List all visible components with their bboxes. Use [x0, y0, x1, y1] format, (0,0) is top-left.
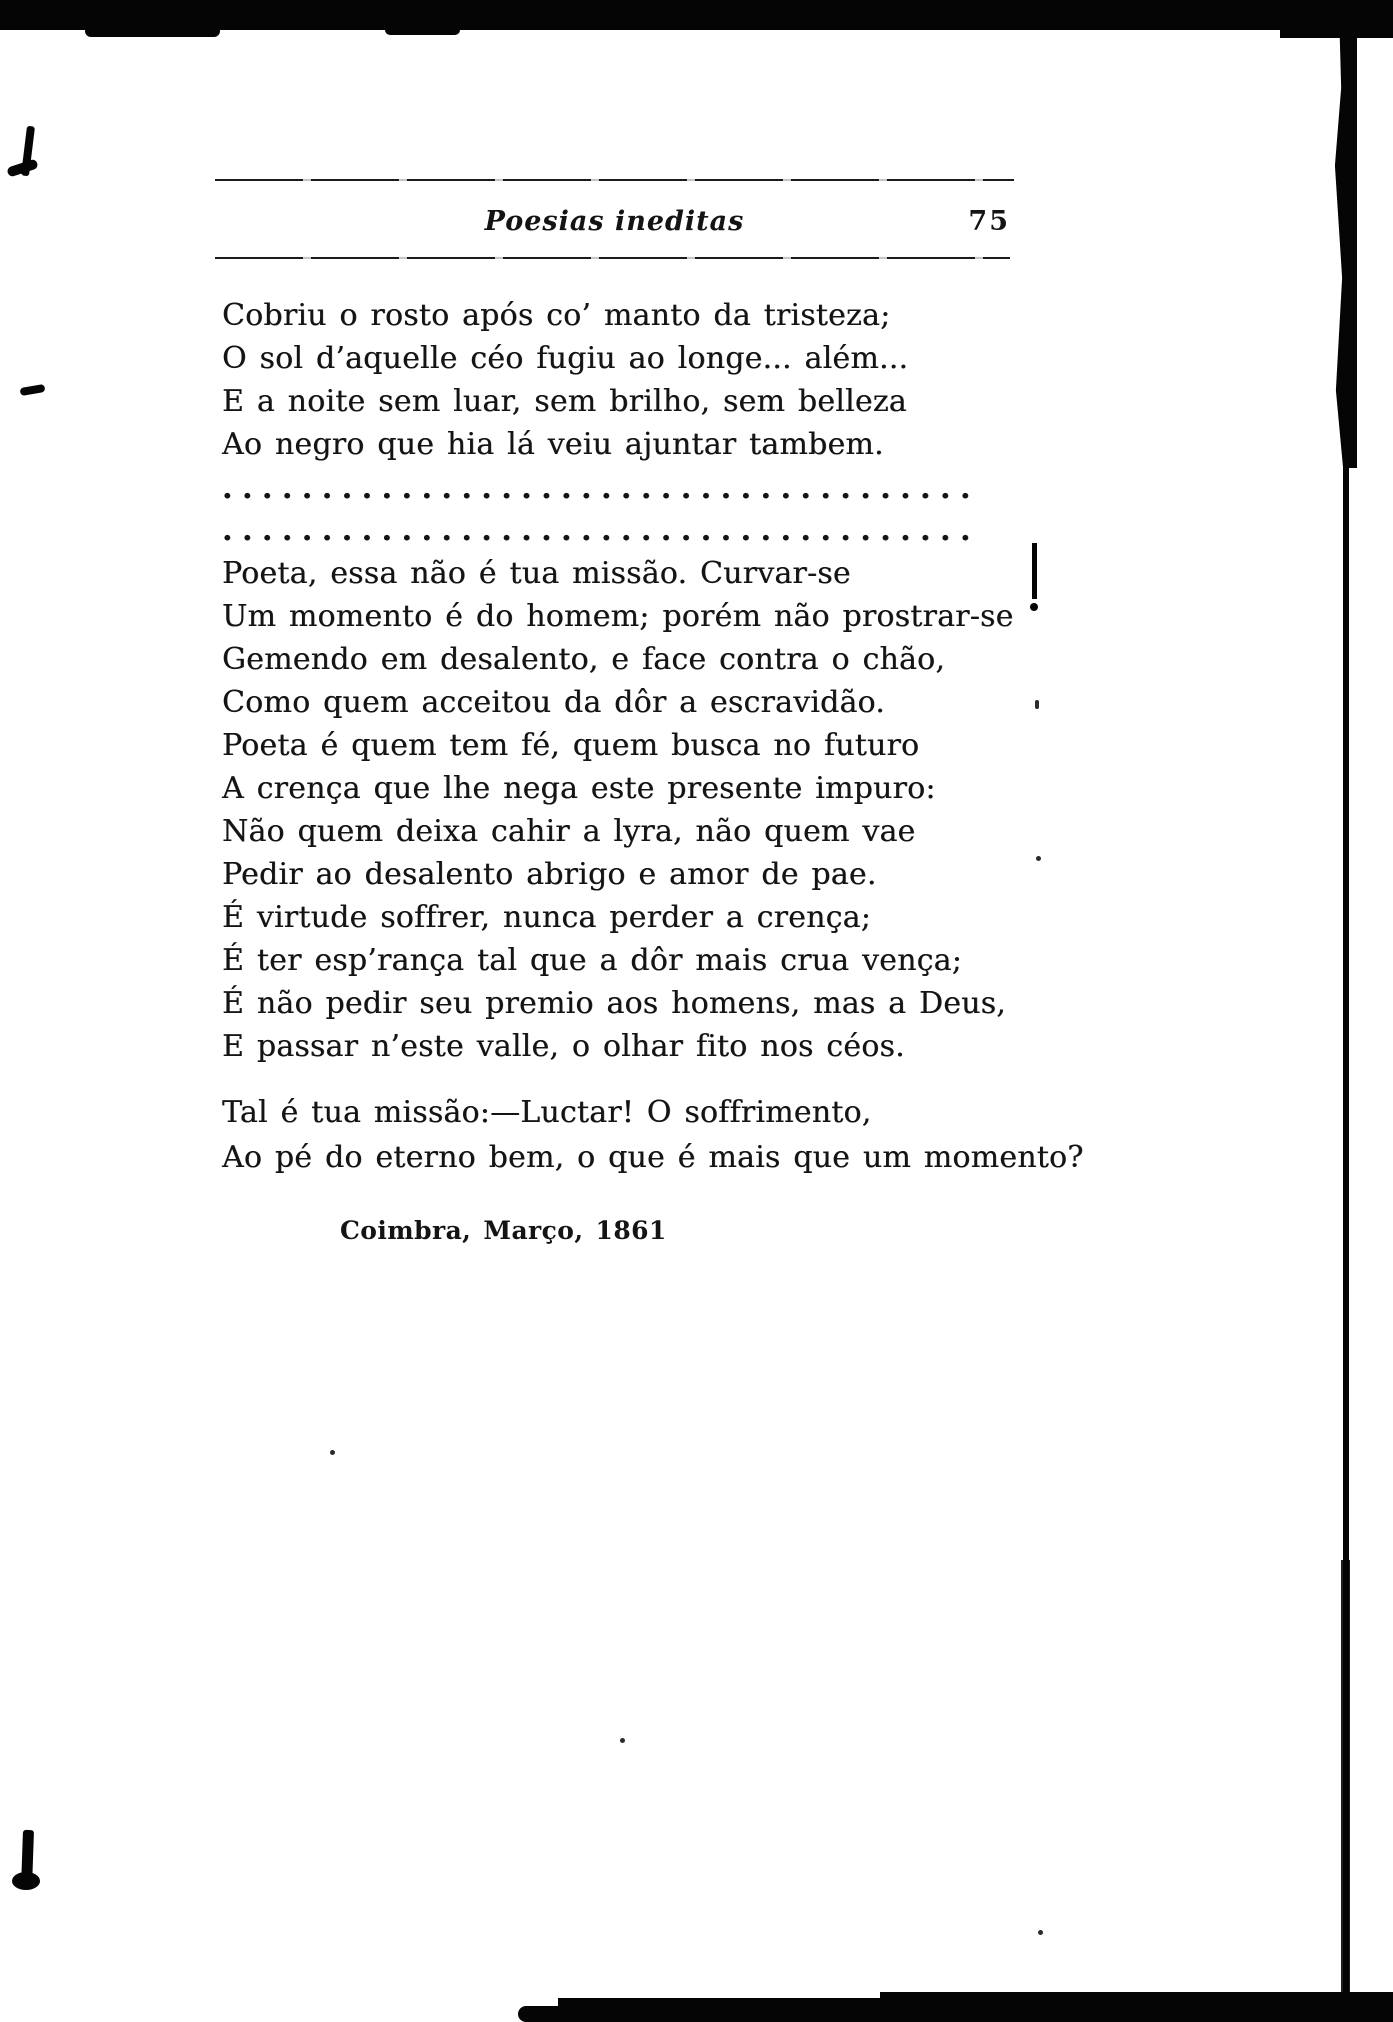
- poem-line: Ao pé do eterno bem, o que é mais que um momento?: [222, 1140, 1084, 1175]
- scan-bottom-edge-bar: [518, 2006, 580, 2022]
- scan-top-edge-bar: [0, 0, 1393, 30]
- scan-bottom-edge-bar: [880, 1992, 1393, 2000]
- stanza: [222, 1090, 1102, 1180]
- scan-top-edge-bump: [1280, 27, 1393, 38]
- poem-line: Tal é tua missão:—Luctar! O soffrimento,: [222, 1095, 872, 1130]
- stanza: [222, 552, 1102, 1068]
- ink-speck: [330, 1450, 335, 1455]
- poem-line: É virtude soffrer, nunca perder a crença;: [222, 900, 872, 935]
- poem-line: A crença que lhe nega este presente impuro:: [222, 771, 936, 806]
- poem-line: Não quem deixa cahir a lyra, não quem vae: [222, 814, 916, 849]
- header-rule-top: [215, 179, 1014, 181]
- ink-speck: [620, 1738, 625, 1743]
- running-title: Poesias ineditas: [484, 206, 745, 237]
- stanza: [222, 294, 1102, 466]
- poem-body: [222, 294, 1102, 1180]
- scan-bottom-edge-bar: [558, 1998, 1393, 2022]
- ink-speck: [1038, 1930, 1043, 1935]
- page-number: 75: [968, 206, 1010, 237]
- poem-line: É ter esp’rança tal que a dôr mais crua vença;: [222, 943, 962, 978]
- ellipsis-line: ......................................: [222, 471, 980, 506]
- ink-mark-left-bottom: [12, 1872, 40, 1890]
- poem-line: Gemendo em desalento, e face contra o chão,: [222, 642, 946, 677]
- poem-line: Um momento é do homem; porém não prostrar-se: [222, 599, 1014, 634]
- ink-mark-left-middle: [19, 384, 45, 396]
- scan-right-edge-blob: [1333, 36, 1357, 468]
- scan-top-edge-bump: [385, 28, 460, 35]
- scan-right-edge-line: [1341, 1560, 1350, 2022]
- place-date-signature: Coimbra, Março, 1861: [340, 1216, 667, 1245]
- omitted-verses: [222, 468, 1102, 552]
- poem-line: E a noite sem luar, sem brilho, sem belleza: [222, 384, 907, 419]
- poem-line: O sol d’aquelle céo fugiu ao longe... além...: [222, 341, 909, 376]
- header-rule-bottom: [215, 257, 1010, 259]
- ellipsis-line: ......................................: [222, 513, 980, 548]
- poem-line: É não pedir seu premio aos homens, mas a Deus,: [222, 986, 1007, 1021]
- poem-line: Cobriu o rosto após co’ manto da tristeza;: [222, 298, 891, 333]
- poem-line: Ao negro que hia lá veiu ajuntar tambem.: [222, 427, 884, 462]
- scan-top-edge-bump: [85, 28, 220, 37]
- poem-line: Pedir ao desalento abrigo e amor de pae.: [222, 857, 877, 892]
- page-header: [215, 200, 1014, 244]
- poem-line: Poeta é quem tem fé, quem busca no futuro: [222, 728, 920, 763]
- poem-line: E passar n’este valle, o olhar fito nos céos.: [222, 1029, 905, 1064]
- poem-line: Como quem acceitou da dôr a escravidão.: [222, 685, 886, 720]
- poem-line: Poeta, essa não é tua missão. Curvar-se: [222, 556, 851, 591]
